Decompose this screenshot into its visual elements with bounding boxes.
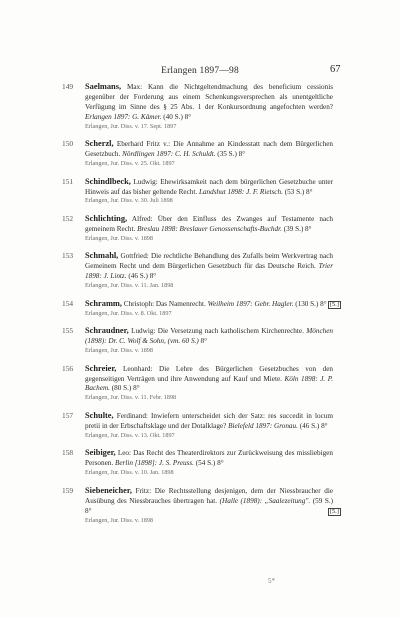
entry-gap xyxy=(0,243,400,251)
dissertation-note: Erlangen, Jur. Diss. v. 25. Okt. 1897 xyxy=(85,160,175,168)
entry-gap xyxy=(0,169,400,177)
format-info: (46 S.) 8° xyxy=(299,421,328,430)
entry-number: 159 xyxy=(62,485,74,495)
author-name: Schraudner, xyxy=(85,326,129,336)
dissertation-note: Erlangen, Jur. Diss. v. 17. Sept. 1897 xyxy=(85,122,177,130)
publication-info: Mönchen (1898): Dr. C. Wolf & Sohn, (vm. 60 S.) xyxy=(85,327,334,346)
bibliography-entry xyxy=(62,214,333,243)
publication-info: Breslau 1898: Breslauer Genossenschafts-Buchdr. xyxy=(137,224,282,233)
format-info: 8° xyxy=(200,337,207,346)
boxed-mark: [5.] xyxy=(329,300,339,308)
entry-gap xyxy=(0,291,400,299)
work-title: Alfred: Über den Einfluss des Zwanges auf Testamente nach gemeinem Recht. xyxy=(85,215,333,233)
publication-info: Bielefeld 1897: Gronau. xyxy=(228,421,298,430)
entry-text xyxy=(85,299,333,310)
format-info: (54 S.) 8° xyxy=(195,459,224,468)
bibliography-entry xyxy=(62,485,339,525)
dissertation-note: Erlangen, Jur. Diss. v. 8. Okt. 1897 xyxy=(85,309,172,317)
format-info: (59 S.) 8° xyxy=(85,496,334,515)
work-title: Leonhard: Die Lehre des Bürgerlichen Gesetzbuches von den gegenseitigen Verträgen und ihre Anwendung auf Kauf und Miete. xyxy=(85,364,334,383)
author-name: Schmahl, xyxy=(85,251,119,261)
format-info: (46 S.) 8° xyxy=(128,272,157,281)
bibliography-entry xyxy=(62,176,333,206)
bibliography-entry xyxy=(62,363,334,403)
author-name: Schreier, xyxy=(85,363,117,373)
entry-gap xyxy=(0,356,400,364)
entry-gap xyxy=(0,440,400,448)
bibliography-entry xyxy=(62,298,339,319)
entry-text xyxy=(85,251,333,282)
entry-text xyxy=(85,82,333,123)
format-info: (39 S.) 8° xyxy=(283,224,312,233)
running-header: Erlangen 1897—98 xyxy=(161,66,239,76)
format-info: (40 S.) 8° xyxy=(163,112,192,121)
bibliography-entry xyxy=(62,326,334,355)
entry-text xyxy=(85,326,333,347)
entry-number: 156 xyxy=(62,363,74,373)
dissertation-note: Erlangen, Jur. Diss. v. 11. Febr. 1898 xyxy=(85,394,177,402)
entry-number: 152 xyxy=(62,214,74,224)
work-title: Leo: Das Recht des Theaterdirektors zur Zurückweisung des missliebigen Personen. xyxy=(85,449,333,468)
entry-number: 151 xyxy=(62,176,74,186)
work-title: Max: Kann die Nichtgeltendmachung des beneficium cessionis gegenüber der Forderung aus einem Schenkungsversprechen als unentgeltliche Verfügung im Sinne des § 25 Abs. 1 der Konkursordnung angefochten werden? xyxy=(85,83,334,111)
dissertation-note: Erlangen, Jur. Diss. v. 1898 xyxy=(85,234,153,242)
entry-text xyxy=(85,486,333,517)
publication-info: Trier 1898: J. Lintz. xyxy=(85,262,333,281)
page-number: 67 xyxy=(330,64,341,75)
work-title: Ludwig: Ehewirksamkeit nach dem bürgerlichen Gesetzbuche unter Hinweis auf das bisher geltende Recht. xyxy=(85,177,333,196)
format-info: (130 S.) 8° xyxy=(295,299,327,308)
entry-text xyxy=(85,214,333,235)
entry-number: 155 xyxy=(62,326,74,336)
entry-text xyxy=(85,177,333,198)
work-title: Christoph: Das Namenrecht. xyxy=(123,299,206,308)
boxed-mark: [5.] xyxy=(329,507,339,515)
entry-number: 154 xyxy=(62,298,74,308)
author-name: Schindlbeck, xyxy=(85,176,131,186)
work-title: Ludwig: Die Versetzung nach katholischem Kirchenrechte. xyxy=(131,327,304,336)
dissertation-note: Erlangen, Jur. Diss. v. 10. Jan. 1898 xyxy=(85,469,174,477)
publication-info: Erlangen 1897: G. Kämer. xyxy=(85,112,162,121)
bibliography-list xyxy=(0,82,400,525)
dissertation-note: Erlangen, Jur. Diss. v. 13. Okt. 1897 xyxy=(85,431,175,439)
bibliography-entry xyxy=(62,139,333,168)
entry-gap xyxy=(0,206,400,214)
entry-number: 153 xyxy=(62,251,74,261)
entry-text xyxy=(85,448,333,469)
format-info: (35 S.) 8° xyxy=(217,150,246,159)
entry-text xyxy=(85,411,333,432)
work-title: Ferdinand: Inwiefern unterscheidet sich der Satz: res succedit in locum pretii in der Erbschaftsklage und der Dotalklage? xyxy=(85,411,333,430)
author-name: Scherzl, xyxy=(85,139,114,149)
work-title: Gottfried: Die rechtliche Behandlung des Zufalls beim Werkvertrag nach Gemeinem Recht und dem Bürgerlichen Gesetzbuch für das Deutsche Reich. xyxy=(85,252,334,271)
work-title: Eberhard Fritz v.: Die Annahme an Kindesstatt nach dem Bürgerlichen Gesetzbuch. xyxy=(85,140,333,159)
entry-text xyxy=(85,139,333,160)
entry-gap xyxy=(0,318,400,326)
author-name: Seibiger, xyxy=(85,448,116,458)
dissertation-note: Erlangen, Jur. Diss. v. 11. Jan. 1898 xyxy=(85,282,174,290)
author-name: Schramm, xyxy=(85,298,122,308)
publication-info: (Halle (1898): „Saalezeitung". xyxy=(219,496,311,505)
entry-gap xyxy=(0,403,400,411)
author-name: Schlichting, xyxy=(85,214,128,224)
dissertation-note: Erlangen, Jur. Diss. v. 1898 xyxy=(85,516,153,524)
author-name: Schulte, xyxy=(85,410,114,420)
author-name: Saelmans, xyxy=(85,82,122,91)
entry-number: 150 xyxy=(62,139,74,149)
publication-info: Köln 1898: J. P. Bachem. xyxy=(85,374,334,393)
bibliography-entry xyxy=(62,82,334,131)
bibliography-entry xyxy=(62,448,333,477)
bibliography-entry xyxy=(62,251,334,290)
entry-number: 158 xyxy=(62,448,74,458)
entry-text xyxy=(85,364,333,395)
bibliography-entry xyxy=(62,410,333,440)
publication-info: Landshut 1898: J. F. Rietsch. xyxy=(198,187,283,196)
publication-info: Berlin [1898]: J. S. Preuss. xyxy=(114,459,194,468)
entry-gap xyxy=(0,131,400,139)
publication-info: Nördlingen 1897: C. H. Schuldt. xyxy=(122,150,216,159)
entry-gap xyxy=(0,478,400,486)
entry-number: 157 xyxy=(62,410,74,420)
format-info: (53 S.) 8° xyxy=(284,187,313,196)
format-info: (80 S.) 8° xyxy=(111,384,140,393)
publication-info: Weilheim 1897: Gebr. Hagler. xyxy=(207,299,294,308)
entry-number: 149 xyxy=(62,82,74,91)
author-name: Siebeneicher, xyxy=(85,485,132,495)
work-title: Fritz: Die Rechtsstellung desjenigen, dem der Niessbraucher die Ausübung des Niessbrauches übertragen hat. xyxy=(85,486,334,505)
dissertation-note: Erlangen, Jur. Diss. v. 30. Juli 1898 xyxy=(85,197,173,205)
dissertation-note: Erlangen, Jur. Diss. v. 1898 xyxy=(85,347,153,355)
signature-mark: 5* xyxy=(268,577,275,585)
